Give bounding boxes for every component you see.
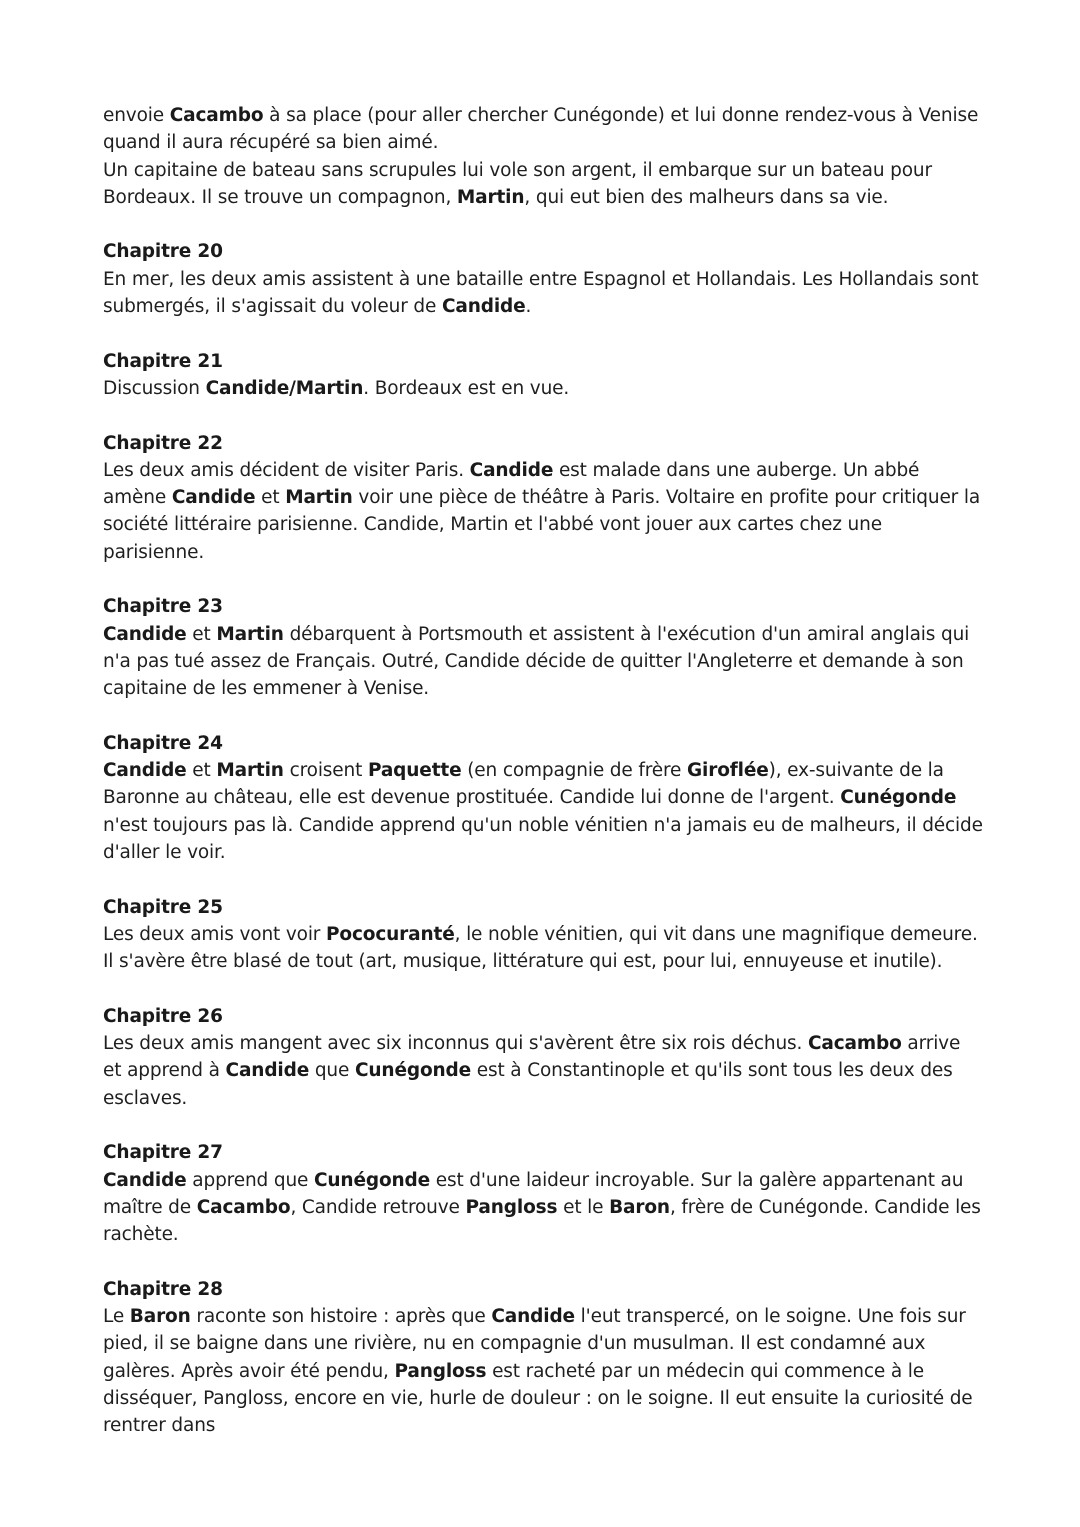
text-run: apprend que	[186, 1169, 314, 1191]
bold-name: Martin	[216, 760, 284, 782]
text-run: Le	[103, 1306, 130, 1328]
text-run: est malade dans une auberge. Un abbé amène	[103, 459, 920, 509]
chapter-heading: Chapitre 27	[103, 1142, 223, 1164]
chapter-25	[103, 894, 983, 976]
text-run: En mer, les deux amis assistent à une bataille entre Espagnol et Hollandais. Les Hollandais sont submergés, il s'agissait du voleur de	[103, 268, 979, 318]
chapter-summary	[103, 1167, 983, 1249]
text-run: Les deux amis décident de visiter Paris.	[103, 459, 470, 481]
bold-name: Pangloss	[394, 1360, 487, 1382]
intro-paragraph	[103, 157, 983, 212]
bold-name: Candide	[491, 1306, 575, 1328]
text-run: voir une pièce de théâtre à Paris. Voltaire en profite pour critiquer la société littéraire parisienne. Candide, Martin et l'abbé vont jouer aux cartes chez une parisienne.	[103, 487, 981, 563]
text-run: n'est toujours pas là. Candide apprend qu'un noble vénitien n'a jamais eu de malheurs, il décide d'aller le voir.	[103, 814, 983, 864]
bold-name: Pococuranté	[326, 923, 455, 945]
chapter-summary	[103, 457, 983, 566]
chapter-summary	[103, 621, 983, 703]
chapter-heading: Chapitre 26	[103, 1005, 223, 1027]
text-run: ), ex-suivante de la Baronne au château, elle est devenue prostituée. Candide lui donne de l'argent.	[103, 760, 944, 809]
bold-name: Candide	[225, 1060, 310, 1082]
text-run: , qui eut bien des malheurs dans sa vie.	[524, 186, 889, 208]
chapter-heading: Chapitre 25	[103, 896, 223, 918]
text-run: .	[525, 296, 532, 318]
text-run: et le	[557, 1196, 610, 1218]
text-run: (en compagnie de frère	[461, 760, 687, 782]
bold-name: Cunégonde	[313, 1169, 431, 1191]
chapter-summary	[103, 921, 983, 976]
text-run: que	[309, 1060, 355, 1082]
chapter-summary	[103, 757, 983, 866]
chapter-heading: Chapitre 20	[103, 241, 223, 263]
text-run: , frère de Cunégonde. Candide les rachète.	[103, 1196, 981, 1246]
chapter-20	[103, 238, 983, 320]
bold-name: Cacambo	[196, 1196, 291, 1218]
text-run: débarquent à Portsmouth et assistent à l'exécution d'un amiral anglais qui n'a pas tué assez de Français. Outré, Candide décide de quitter l'Angleterre et demande à son capitaine de les emmener à Venise.	[103, 623, 970, 700]
bold-name: Martin	[216, 623, 284, 645]
text-run: et	[186, 623, 217, 645]
chapter-summary	[103, 375, 983, 402]
text-run: et	[186, 760, 217, 782]
text-run: est à Constantinople et qu'ils sont tous les deux des esclaves.	[103, 1060, 953, 1109]
bold-name: Cacambo	[169, 105, 264, 126]
chapter-heading: Chapitre 22	[103, 432, 223, 454]
chapter-22	[103, 430, 983, 566]
chapter-heading: Chapitre 23	[103, 596, 223, 618]
bold-name: Candide	[171, 487, 256, 509]
text-run: croisent	[283, 760, 368, 782]
chapter-summary	[103, 1303, 983, 1439]
bold-name: Cacambo	[807, 1033, 902, 1055]
bold-name: Paquette	[367, 760, 462, 782]
chapter-28	[103, 1276, 983, 1440]
document-page	[103, 102, 983, 1440]
chapter-21	[103, 348, 983, 403]
text-run: est racheté par un médecin qui commence à le disséquer, Pangloss, encore en vie, hurle de douleur : on le soigne. Il eut ensuite la curiosité de rentrer dans	[103, 1360, 973, 1437]
chapter-heading: Chapitre 24	[103, 732, 223, 754]
text-run: l'eut transpercé, on le soigne. Une fois sur pied, il se baigne dans une rivière, nu en compagnie d'un musulman. Il est condamné aux galères. Après avoir été pendu,	[103, 1306, 966, 1382]
text-run: Les deux amis mangent avec six inconnus qui s'avèrent être six rois déchus.	[103, 1033, 808, 1055]
bold-name: Giroflée	[687, 760, 769, 782]
chapter-24	[103, 730, 983, 866]
bold-name: Candide	[441, 296, 526, 318]
chapters-section	[103, 238, 983, 1439]
bold-name: Candide	[103, 623, 187, 645]
intro-section	[103, 102, 983, 211]
chapter-23	[103, 593, 983, 702]
text-run: Discussion	[103, 377, 206, 399]
text-run: raconte son histoire : après que	[190, 1306, 492, 1328]
bold-name: Candide	[469, 459, 554, 481]
text-run: est d'une laideur incroyable. Sur la galère appartenant au maître de	[103, 1169, 964, 1218]
text-run: Un capitaine de bateau sans scrupules lui vole son argent, il embarque sur un bateau pour Bordeaux. Il se trouve un compagnon,	[103, 159, 932, 208]
bold-name: Candide	[103, 1169, 187, 1191]
text-run: envoie	[103, 105, 170, 126]
bold-name: Cunégonde	[840, 787, 957, 809]
bold-name: Candide	[103, 760, 187, 782]
bold-name: Baron	[609, 1196, 670, 1218]
text-run: à sa place (pour aller chercher Cunégonde) et lui donne rendez-vous à Venise quand il aura récupéré sa bien aimé.	[103, 105, 979, 154]
bold-name: Pangloss	[465, 1196, 558, 1218]
text-run: . Bordeaux est en vue.	[363, 377, 570, 399]
chapter-heading: Chapitre 28	[103, 1278, 223, 1300]
text-run: Les deux amis vont voir	[103, 923, 326, 945]
chapter-heading: Chapitre 21	[103, 350, 223, 372]
chapter-summary	[103, 1030, 983, 1112]
bold-name: Baron	[129, 1306, 191, 1328]
bold-name: Candide/Martin	[205, 377, 364, 399]
bold-name: Martin	[456, 186, 525, 208]
text-run: arrive et apprend à	[103, 1033, 961, 1082]
chapter-26	[103, 1003, 983, 1112]
chapter-summary	[103, 266, 983, 321]
bold-name: Cunégonde	[354, 1060, 472, 1082]
text-run: , le noble vénitien, qui vit dans une magnifique demeure. Il s'avère être blasé de tout (art, musique, littérature qui est, pour lui, ennuyeuse et inutile).	[103, 923, 978, 973]
bold-name: Martin	[285, 487, 353, 509]
text-run: et	[255, 487, 286, 509]
chapter-27	[103, 1139, 983, 1248]
text-run: , Candide retrouve	[290, 1196, 466, 1218]
intro-paragraph	[103, 102, 983, 157]
